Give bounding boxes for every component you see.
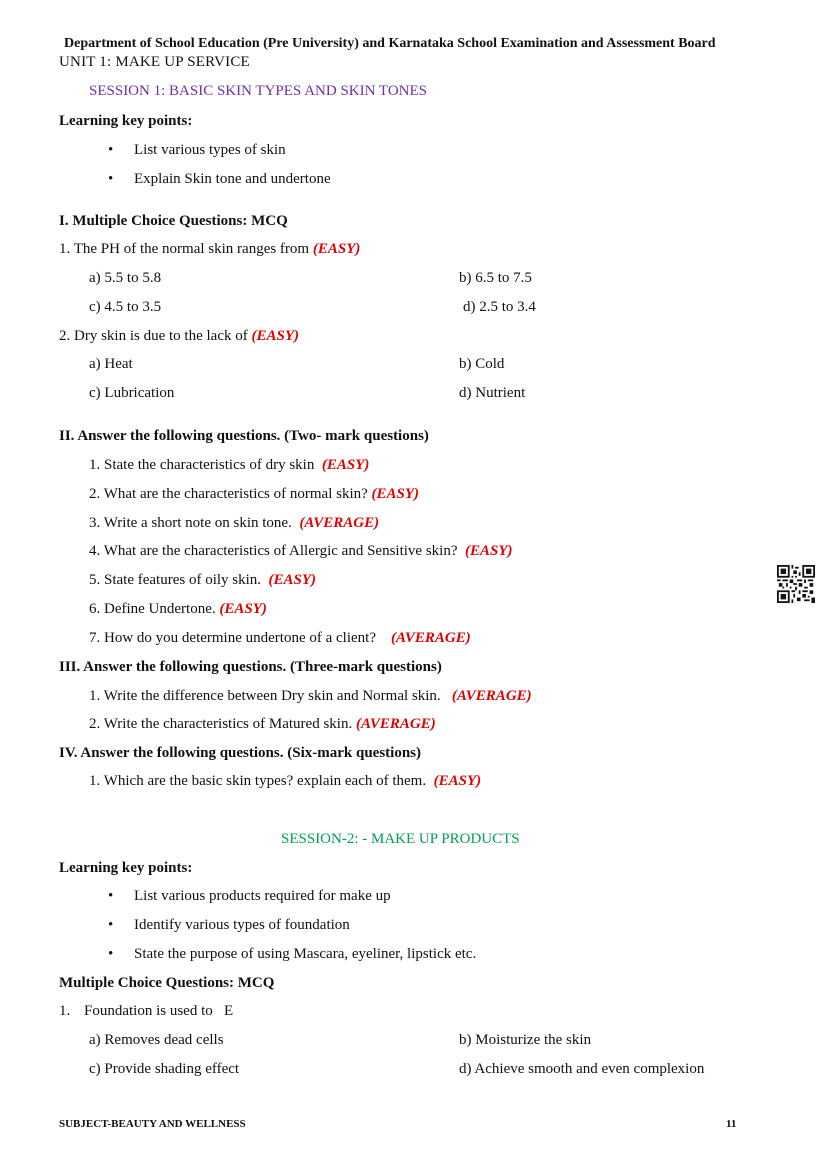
- key-point: Identify various types of foundation: [134, 917, 350, 933]
- difficulty-label: (EASY): [251, 328, 299, 344]
- bullet-icon: •: [108, 946, 114, 962]
- mcq-option: a) 5.5 to 5.8: [89, 270, 162, 286]
- session1-key-points-label: Learning key points:: [59, 113, 193, 129]
- question-item: 5. State features of oily skin. (EASY): [89, 572, 317, 588]
- mcq-option: d) Achieve smooth and even complexion: [459, 1061, 705, 1077]
- mcq-question: [59, 328, 299, 345]
- mcq-option: b) 6.5 to 7.5: [459, 270, 532, 286]
- difficulty-label: (EASY): [433, 773, 482, 789]
- difficulty-label: (EASY): [465, 543, 513, 559]
- mcq-option: c) Provide shading effect: [89, 1061, 240, 1077]
- session2-title: SESSION-2: - MAKE UP PRODUCTS: [281, 831, 520, 847]
- mcq-option: d) Nutrient: [459, 385, 526, 401]
- question-item: 1. State the characteristics of dry skin (EASY): [89, 457, 370, 473]
- question-item: 1. Which are the basic skin types? explain each of them. (EASY): [89, 773, 482, 789]
- difficulty-label: (EASY): [312, 241, 361, 257]
- page-number: 11: [726, 1118, 737, 1130]
- session2-key-points-label: Learning key points:: [59, 860, 193, 876]
- question-number: 1.: [59, 1003, 71, 1019]
- mcq-heading: I. Multiple Choice Questions: MCQ: [59, 213, 288, 229]
- mcq-option: c) Lubrication: [89, 385, 175, 401]
- question-item: 2. Write the characteristics of Matured skin. (AVERAGE): [89, 716, 436, 732]
- board-header: Department of School Education (Pre University) and Karnataka School Examination and Assessment Board: [64, 36, 716, 51]
- key-point: State the purpose of using Mascara, eyeliner, lipstick etc.: [134, 946, 477, 962]
- difficulty-label: (AVERAGE): [299, 515, 380, 531]
- question-item: 7. How do you determine undertone of a client? (AVERAGE): [89, 630, 471, 646]
- question-text: Foundation is used to: [84, 1003, 213, 1019]
- question-item: 6. Define Undertone. (EASY): [89, 601, 267, 617]
- bullet-icon: •: [108, 142, 114, 158]
- difficulty-label: (EASY): [371, 486, 420, 502]
- mcq-question: [84, 1003, 233, 1020]
- difficulty-label: (AVERAGE): [355, 716, 436, 732]
- bullet-icon: •: [108, 917, 114, 933]
- mcq-option: a) Removes dead cells: [89, 1032, 224, 1048]
- unit-title: UNIT 1: MAKE UP SERVICE: [59, 54, 250, 70]
- bullet-icon: •: [108, 888, 114, 904]
- mcq-option: b) Moisturize the skin: [459, 1032, 592, 1048]
- difficulty-label: (AVERAGE): [451, 688, 532, 704]
- key-point: Explain Skin tone and undertone: [134, 171, 331, 187]
- question-item: 1. Write the difference between Dry skin and Normal skin. (AVERAGE): [89, 688, 532, 704]
- question-item: 2. What are the characteristics of normal skin? (EASY): [89, 486, 420, 502]
- bullet-icon: •: [108, 171, 114, 187]
- question-text: 2. Dry skin is due to the lack of: [59, 328, 248, 344]
- mcq-question: [59, 241, 360, 258]
- difficulty-label: (AVERAGE): [391, 630, 471, 646]
- key-point: List various types of skin: [134, 142, 286, 158]
- key-point: List various products required for make up: [134, 888, 391, 904]
- qr-code-icon: [777, 565, 815, 603]
- two-mark-heading: II. Answer the following questions. (Two- mark questions): [59, 428, 429, 444]
- six-mark-heading: IV. Answer the following questions. (Six-mark questions): [59, 745, 421, 761]
- footer-subject: SUBJECT-BEAUTY AND WELLNESS: [59, 1118, 246, 1130]
- three-mark-heading: III. Answer the following questions. (Three-mark questions): [59, 659, 442, 675]
- difficulty-label: (EASY): [321, 457, 370, 473]
- mcq-option: a) Heat: [89, 356, 133, 372]
- difficulty-label: E: [224, 1003, 234, 1019]
- difficulty-label: (EASY): [268, 572, 317, 588]
- mcq-heading: Multiple Choice Questions: MCQ: [59, 975, 275, 991]
- session1-title: SESSION 1: BASIC SKIN TYPES AND SKIN TONES: [89, 83, 427, 99]
- question-item: 4. What are the characteristics of Allergic and Sensitive skin? (EASY): [89, 543, 513, 559]
- mcq-option: c) 4.5 to 3.5: [89, 299, 162, 315]
- mcq-option: b) Cold: [459, 356, 505, 372]
- question-item: 3. Write a short note on skin tone. (AVERAGE): [89, 515, 380, 531]
- difficulty-label: (EASY): [219, 601, 267, 617]
- question-text: 1. The PH of the normal skin ranges from: [59, 241, 310, 257]
- mcq-option: d) 2.5 to 3.4: [463, 299, 536, 315]
